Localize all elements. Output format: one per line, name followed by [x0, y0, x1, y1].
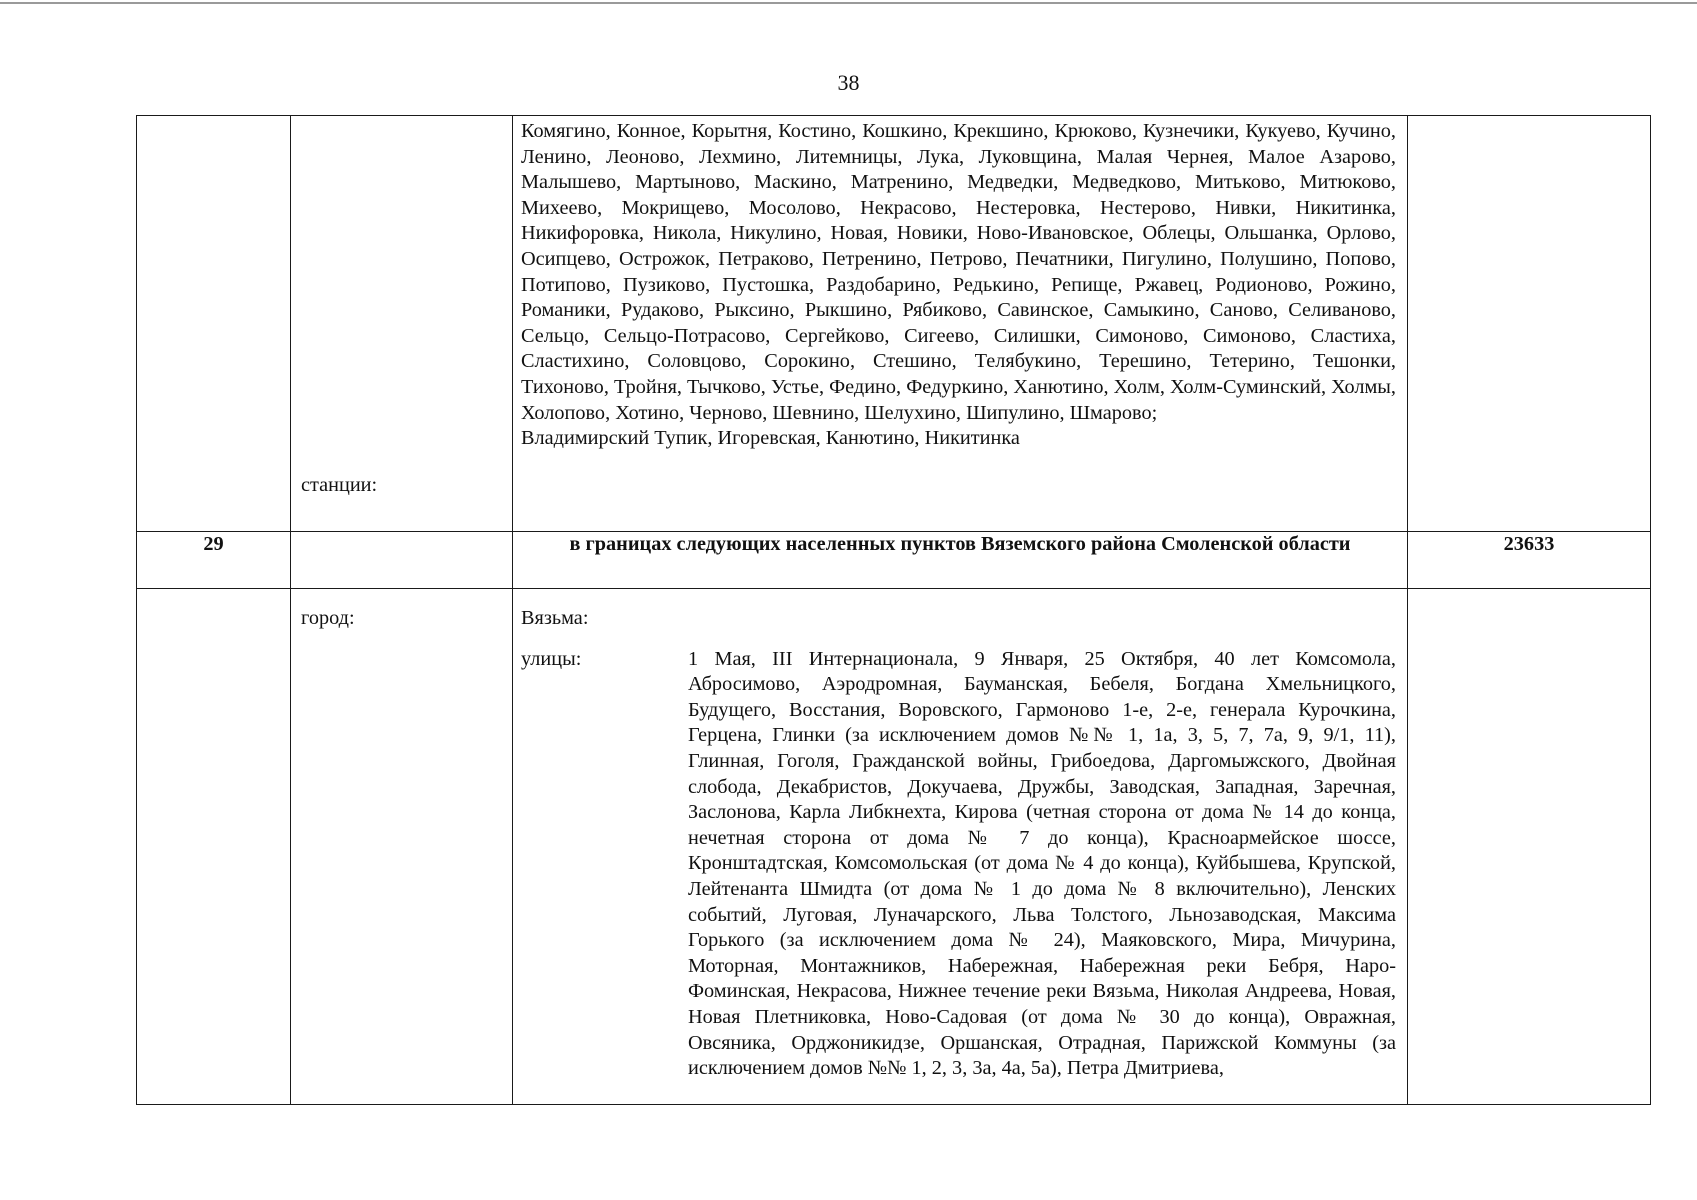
description-cell [513, 532, 1408, 589]
streets-list: 1 Мая, III Интернационала, 9 Января, 25 Октября, 40 лет Комсомола, Абросимово, Аэродромная, Бауманская, Бебеля, Богдана Хмельницкого, Будущего, Восстания, Воровского, Гармоново 1-е, 2-е, генерала Курочкина, Герцена, Глинки (за исключением домов №№ 1, 1а, 3, 5, 7, 7а, 9, 9/1, 11), Глинная, Гоголя, Гражданской войны, Грибоедова, Даргомыжского, Двойная слобода, Декабристов, Докучаева, Дружбы, Заводская, Западная, Заречная, Заслонова, Карла Либкнехта, Кирова (четная сторона от дома № 14 до конца, нечетная сторона от дома № 7 до конца), Красноармейское шоссе, Кронштадтская, Комсомольская (от дома № 4 до конца), Куйбышева, Крупской, Лейтенанта Шмидта (от дома № 1 до дома № 8 включительно), Ленских событий, Луговая, Луначарского, Льва Толстого, Льнозаводская, Максима Горького (за исключением дома № 24), Маяковского, Мира, Мичурина, Моторная, Монтажников, Набережная, Набережная реки Бебря, Наро-Фоминская, Некрасова, Нижнее течение реки Вязьма, Николая Андреева, Новая, Новая Плетниковка, Ново-Садовая (от дома № 30 до конца), Овражная, Овсяника, Орджоникидзе, Оршанская, Отрадная, Парижской Коммуны (за исключением домов №№ 1, 2, 3, 3а, 4а, 5а), Петра Дмитриева, [688, 647, 1396, 1080]
table-row-city [137, 589, 1651, 1105]
type-cell [291, 532, 513, 589]
number-cell [137, 589, 291, 1105]
district-population: 23633 [1408, 532, 1651, 589]
description-cell [513, 589, 1408, 1105]
description-cell [513, 116, 1408, 532]
settlements-table [136, 115, 1651, 1105]
city-name: Вязьма: [521, 607, 589, 629]
table-row-district [137, 532, 1651, 589]
top-rule [0, 2, 1697, 4]
district-title: в границах следующих населенных пунктов Вяземского района Смоленской области [569, 533, 1351, 555]
streets-block [521, 647, 1396, 1082]
type-cell [291, 116, 513, 532]
population-cell [1408, 589, 1651, 1105]
type-cell [291, 589, 513, 1105]
villages-list: Комягино, Конное, Корытня, Костино, Кошкино, Крекшино, Крюково, Кузнечики, Кукуево, Кучино, Ленино, Леоново, Лехмино, Литемницы, Лука, Луковщина, Малая Чернея, Малое Азарово, Малышево, Мартыново, Маскино, Матренино, Медведки, Медведково, Митьково, Митюково, Михеево, Мокрищево, Мосолово, Некрасово, Нестеровка, Нестерово, Нивки, Никитинка, Никифоровка, Никола, Никулино, Новая, Новики, Ново-Ивановское, Облецы, Ольшанка, Орлово, Осипцево, Острожок, Петраково, Петренино, Петрово, Печатники, Пигулино, Полушино, Попово, Потипово, Пузиково, Пустошка, Раздобарино, Редькино, Репище, Ржавец, Родионово, Рожино, Романики, Рудаково, Рыксино, Рыкшино, Рябиково, Савинское, Самыкино, Саново, Селиваново, Сельцо, Сельцо-Потрасово, Сергейково, Сигеево, Силишки, Симоново, Симоново, Сластиха, Сластихино, Соловцово, Сорокино, Стешино, Телябукино, Терешино, Тетерино, Тешонки, Тихоново, Тройня, Тычково, Устье, Федино, Федуркино, Ханютино, Холм, Холм-Суминский, Холмы, Холопово, Хотино, Черново, Шевнино, Шелухино, Шипулино, Шмарово; [521, 120, 1396, 424]
streets-label: улицы: [521, 647, 582, 670]
population-cell [1408, 116, 1651, 532]
stations-label: станции: [301, 474, 378, 496]
number-cell [137, 116, 291, 532]
city-type-label: город: [301, 607, 355, 629]
stations-list: Владимирский Тупик, Игоревская, Канютино, Никитинка [521, 427, 1020, 450]
table-row-villages [137, 116, 1651, 532]
page-number: 38 [837, 70, 860, 95]
district-number: 29 [137, 532, 291, 589]
